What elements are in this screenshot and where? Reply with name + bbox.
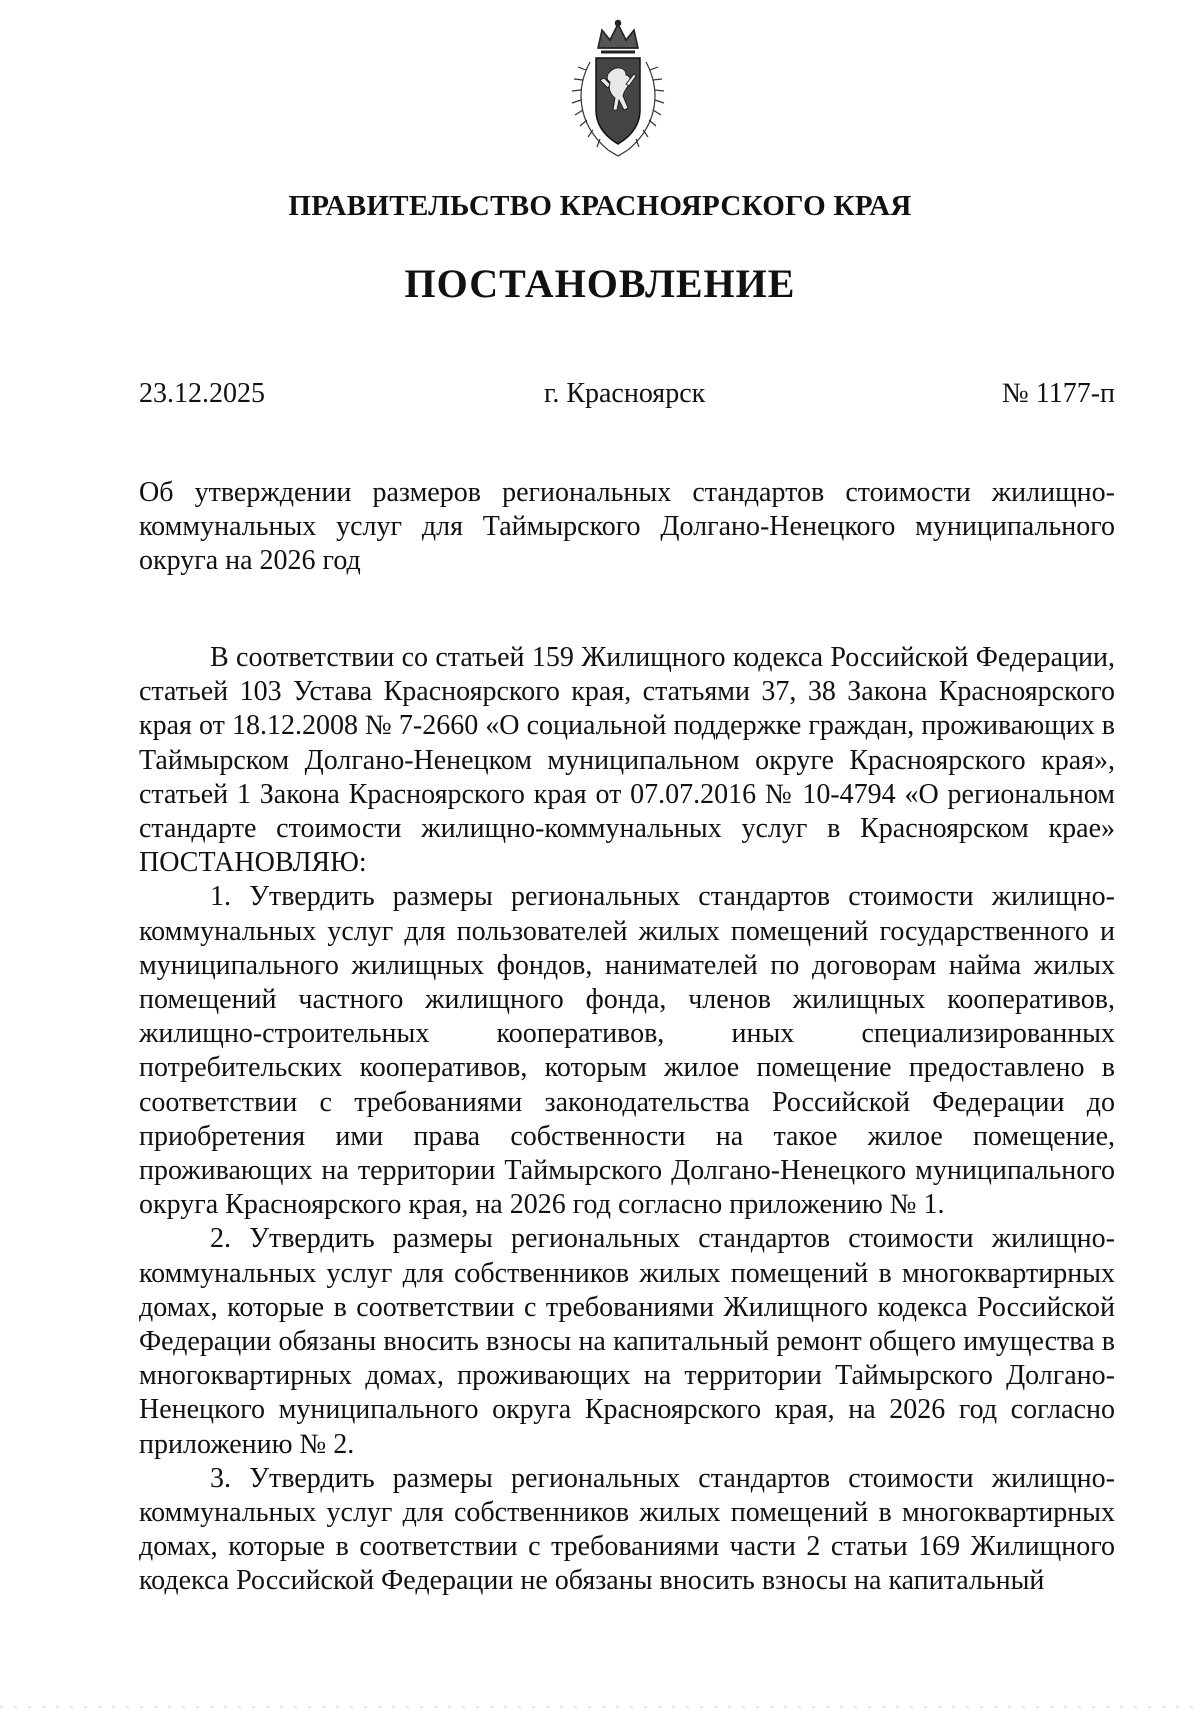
resolution-item-3: 3. Утвердить размеры региональных стандартов стоимости жилищно-коммунальных услуг для собственников жилых помещений в многоквартирных домах, которые в соответствии с требованиями части 2 статьи 169 Жилищного кодекса Российской Федерации не обязаны вносить взносы на капитальный [139, 1462, 1115, 1597]
document-subject: Об утверждении размеров региональных стандартов стоимости жилищно-коммунальных услуг для Таймырского Долгано-Ненецкого муниципального округа на 2026 год [139, 477, 1115, 576]
document-meta-row [139, 378, 1115, 414]
government-title: ПРАВИТЕЛЬСТВО КРАСНОЯРСКОГО КРАЯ [288, 190, 912, 222]
scan-edge-artifact [0, 1706, 1200, 1708]
krasnoyarsk-coat-of-arms-icon [568, 18, 668, 160]
document-number: № 1177-п [1002, 378, 1115, 409]
document-date: 23.12.2025 [139, 378, 265, 409]
preamble-paragraph: В соответствии со статьей 159 Жилищного кодекса Российской Федерации, статьей 103 Устава Красноярского края, статьями 37, 38 Закона Красноярского края от 18.12.2008 № 7-2660 «О социальной поддержке граждан, проживающих в Таймырском Долгано-Ненецком муниципальном округе Красноярского края», статьей 1 Закона Красноярского края от 07.07.2016 № 10-4794 «О региональном стандарте стоимости жилищно-коммунальных услуг в Красноярском крае» ПОСТАНОВЛЯЮ: [139, 642, 1115, 879]
document-type-title: ПОСТАНОВЛЕНИЕ [404, 261, 796, 306]
resolution-item-1: 1. Утвердить размеры региональных стандартов стоимости жилищно-коммунальных услуг для пользователей жилых помещений государственного и муниципального жилищных фондов, нанимателей по договорам найма жилых помещений частного жилищного фонда, членов жилищных кооперативов, жилищно-строительных кооперативов, иных специализированных потребительских кооперативов, которым жилое помещение предоставлено в соответствии с требованиями законодательства Российской Федерации до приобретения ими права собственности на такое жилое помещение, проживающих на территории Таймырского Долгано-Ненецкого муниципального округа Красноярского края, на 2026 год согласно приложению № 1. [139, 881, 1115, 1221]
document-city: г. Красноярск [544, 378, 706, 409]
resolution-item-2: 2. Утвердить размеры региональных стандартов стоимости жилищно-коммунальных услуг для собственников жилых помещений в многоквартирных домах, которые в соответствии с требованиями Жилищного кодекса Российской Федерации обязаны вносить взносы на капитальный ремонт общего имущества в многоквартирных домах, проживающих на территории Таймырского Долгано-Ненецкого муниципального округа Красноярского края, на 2026 год согласно приложению № 2. [139, 1223, 1115, 1460]
document-body [139, 641, 1115, 1599]
